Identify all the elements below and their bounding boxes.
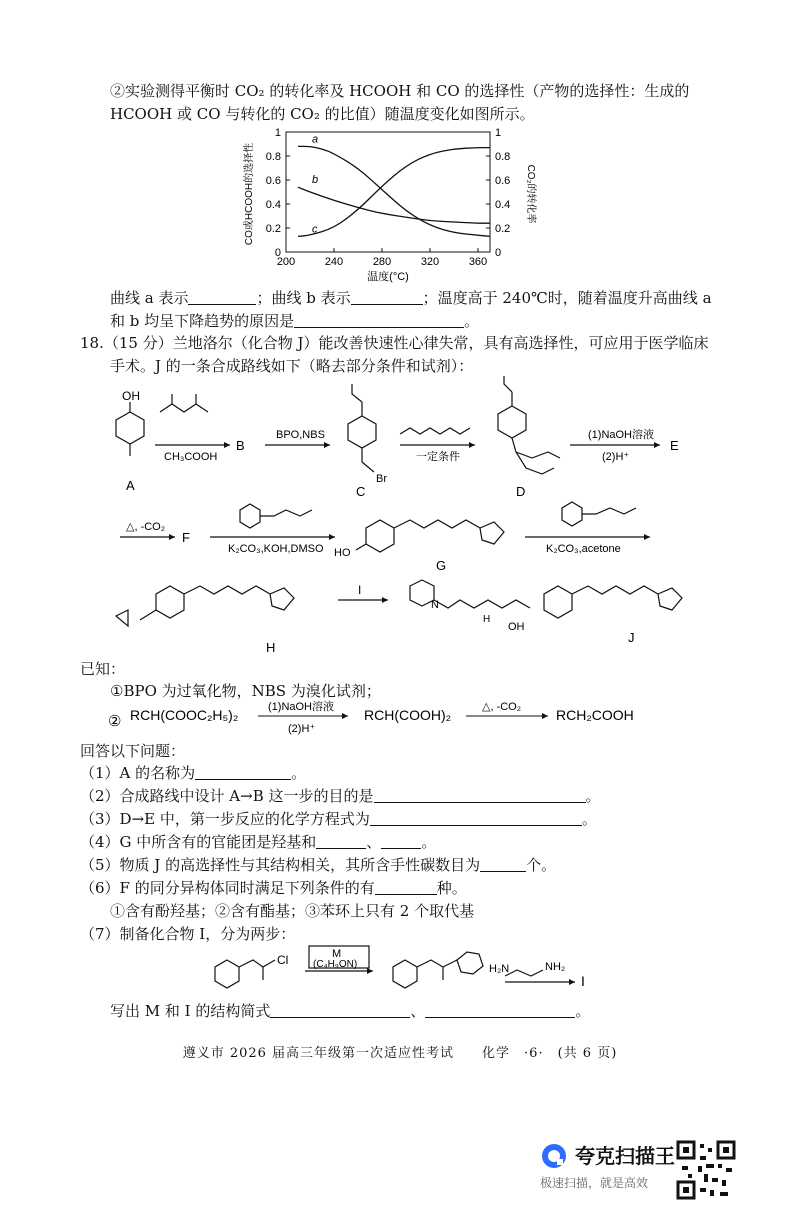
label-br: Br [376, 473, 387, 485]
known-2-r3: RCH₂COOH [556, 707, 634, 723]
q18-7: （7）制备化合物 I，分为两步： [80, 925, 296, 943]
scanner-logo-icon [540, 1142, 568, 1170]
x-tick-label: 280 [372, 256, 392, 268]
label-h: H [266, 640, 276, 655]
q17-blank-line1 [110, 287, 712, 309]
q18-5-unit: 个。 [526, 856, 557, 874]
q18-4 [80, 831, 436, 853]
q18-intro-line1: 18.（15 分）兰地洛尔（化合物 J）能改善快速性心律失常，具有高选择性，可应用于医学临床 [80, 334, 709, 352]
label-oh-a: OH [122, 389, 140, 403]
answer-title: 回答以下问题： [80, 742, 186, 760]
cond-d-e-bot: (2)H⁺ [602, 451, 630, 463]
compound-c-ring [348, 416, 376, 448]
compound-j-ring [544, 586, 572, 618]
y-right-tick-label: 0.8 [495, 151, 511, 163]
y-left-tick-label: 0.6 [265, 175, 281, 187]
known-1: ①BPO 为过氧化物，NBS 为溴化试剂； [110, 682, 381, 700]
x-tick-label: 360 [468, 256, 488, 268]
chart-xlabel: 温度(°C) [367, 271, 409, 283]
label-j: J [628, 630, 635, 645]
compound-h-ring [156, 586, 184, 618]
compound-a-ring [116, 412, 144, 444]
q18-1-period: 。 [291, 764, 307, 782]
q7-cl: Cl [277, 953, 289, 967]
y-left-tick-label: 0.8 [265, 151, 281, 163]
q7-m-formula: (C₄H₉ON) [313, 959, 358, 970]
q18-6-text: （6）F 的同分异构体同时满足下列条件的有 [80, 879, 375, 897]
q17-reason-label: 和 b 均呈下降趋势的原因是 [110, 312, 295, 330]
synthesis-scheme [80, 372, 720, 657]
cond-d-e-top: (1)NaOH溶液 [588, 429, 655, 441]
compound-g-ring [366, 520, 394, 552]
q18-4-sep: 、 [366, 833, 382, 851]
known-2-scheme [108, 698, 668, 740]
diethyl-malonate [400, 428, 470, 434]
cond-e-f: △, -CO₂ [126, 521, 166, 533]
q18-5 [80, 854, 556, 876]
compound-d-ring [498, 406, 526, 438]
q18-5-text: （5）物质 J 的高选择性与其结构相关，其所含手性碳数目为 [80, 856, 481, 874]
known-2-c1-top: (1)NaOH溶液 [268, 701, 335, 713]
answer-blank-7-m[interactable] [270, 1001, 410, 1018]
tosylate-reagent [240, 504, 260, 528]
q18-4-text: （4）G 中所含有的官能团是羟基和 [80, 833, 317, 851]
series-label-a: a [312, 133, 319, 146]
y-right-tick-label: 0 [495, 247, 502, 259]
y-left-tick-label: 0.4 [265, 199, 281, 211]
q18-6-unit: 种。 [436, 879, 467, 897]
cond-b-c: BPO,NBS [276, 429, 325, 441]
y-right-tick-label: 0.6 [495, 175, 511, 187]
q18-3 [80, 808, 597, 830]
label-oh-j: OH [508, 621, 525, 633]
q18-3-text: （3）D→E 中，第一步反应的化学方程式为 [80, 810, 370, 828]
x-tick-label: 200 [276, 256, 296, 268]
q18-2-period: 。 [585, 787, 601, 805]
q17-trend-text: ；温度高于 240℃时，随着温度升高曲线 a [422, 289, 712, 307]
q18-1 [80, 762, 306, 784]
acetic-anhydride [160, 404, 208, 412]
known-title: 已知： [80, 660, 126, 678]
q18-3-period: 。 [581, 810, 597, 828]
label-n-j: N [431, 599, 439, 611]
y-left-tick-label: 0.2 [265, 223, 281, 235]
answer-blank-reason[interactable] [294, 311, 464, 328]
q18-7-period: 。 [575, 1002, 591, 1020]
qr-code-icon [676, 1140, 736, 1200]
known-2-r1: RCH(COOC₂H₅)₂ [130, 707, 239, 723]
chart-ylabel-left: CO或HCOOH的选择性 [244, 142, 255, 246]
known-2-r2: RCH(COOH)₂ [364, 707, 452, 723]
label-c: C [356, 484, 366, 499]
y-right-tick-label: 1 [495, 127, 502, 139]
label-f: F [182, 530, 190, 545]
cond-c-d: 一定条件 [416, 451, 460, 463]
y-left-tick-label: 0 [274, 247, 281, 259]
series-label-b: b [312, 174, 319, 187]
q7-reagent-h2n: H₂N [489, 963, 510, 975]
label-nh-j: H [483, 614, 491, 625]
series-line-b [298, 187, 490, 223]
answer-blank-5[interactable] [480, 855, 526, 872]
cond-f-g: K₂CO₃,KOH,DMSO [228, 543, 324, 555]
q18-2-text: （2）合成路线中设计 A→B 这一步的目的是 [80, 787, 374, 805]
known-2-c1-bot: (2)H⁺ [288, 723, 316, 735]
answer-blank-4a[interactable] [316, 832, 366, 849]
q18-6 [80, 877, 467, 899]
series-label-c: c [312, 223, 318, 236]
answer-blank-curve-b[interactable] [351, 288, 423, 305]
q17-blank-line2 [110, 310, 479, 332]
q7-product-ring [393, 960, 417, 988]
page-footer: 遵义市 2026 届高三年级第一次适应性考试 化学 ·6· (共 6 页) [182, 1046, 618, 1061]
known-2-c2: △, -CO₂ [482, 701, 522, 713]
q18-intro-line2: 手术。J 的一条合成路线如下（略去部分条件和试剂）： [110, 357, 474, 375]
brand-tagline: 极速扫描，就是高效 [540, 1176, 649, 1190]
q18-6-conditions: ①含有酚羟基；②含有酯基；③苯环上只有 2 个取代基 [110, 902, 475, 920]
brand-name: 夸克扫描王 [575, 1144, 675, 1168]
q18-4-period: 。 [421, 833, 437, 851]
label-ho-g: HO [334, 547, 351, 559]
y-right-tick-label: 0.4 [495, 199, 511, 211]
label-g: G [436, 558, 447, 573]
q17-text-line1: ②实验测得平衡时 CO₂ 的转化率及 HCOOH 和 CO 的选择性（产物的选择性：生成的 [110, 82, 690, 100]
q17-curve-a-label: 曲线 a 表示 [110, 289, 189, 307]
cond-a-b: CH₃COOH [164, 451, 218, 463]
series-line-c [298, 148, 490, 237]
answer-blank-4b[interactable] [381, 832, 421, 849]
y-left-tick-label: 1 [274, 127, 281, 139]
q18-7-ask [110, 1000, 590, 1022]
x-tick-label: 240 [324, 256, 344, 268]
q7-scheme [205, 940, 605, 1002]
answer-blank-2[interactable] [374, 786, 586, 803]
nosylate-reagent [562, 502, 582, 526]
known-2-num: ② [108, 713, 122, 730]
q18-7-ask-text: 写出 M 和 I 的结构简式 [110, 1002, 271, 1020]
answer-blank-3[interactable] [370, 809, 582, 826]
q17-text-line2: HCOOH 或 CO 与转化的 CO₂ 的比值）随温度变化如图所示。 [110, 105, 535, 123]
label-b: B [236, 438, 245, 453]
chart-ylabel-right: CO₂的转化率 [525, 164, 536, 224]
answer-blank-1[interactable] [195, 763, 291, 780]
label-d: D [516, 484, 526, 499]
y-right-tick-label: 0.2 [495, 223, 511, 235]
selectivity-conversion-chart [238, 124, 538, 284]
q17-period: 。 [464, 312, 480, 330]
q18-2 [80, 785, 601, 807]
q18-7-sep: 、 [410, 1002, 426, 1020]
answer-blank-7-i[interactable] [425, 1001, 575, 1018]
q17-curve-b-label: ；曲线 b 表示 [256, 289, 351, 307]
q7-reagent-nh2: NH₂ [545, 961, 566, 973]
q7-i: I [581, 973, 585, 989]
label-a: A [126, 478, 135, 493]
answer-blank-6[interactable] [375, 878, 437, 895]
label-e: E [670, 438, 679, 453]
cond-h-j: I [358, 583, 362, 597]
q18-1-text: （1）A 的名称为 [80, 764, 196, 782]
answer-blank-curve-a[interactable] [188, 288, 256, 305]
x-tick-label: 320 [420, 256, 440, 268]
phenyl-chloroformate-ring [215, 960, 239, 988]
cond-g-h: K₂CO₃,acetone [546, 543, 621, 555]
q7-m: M [332, 948, 342, 960]
